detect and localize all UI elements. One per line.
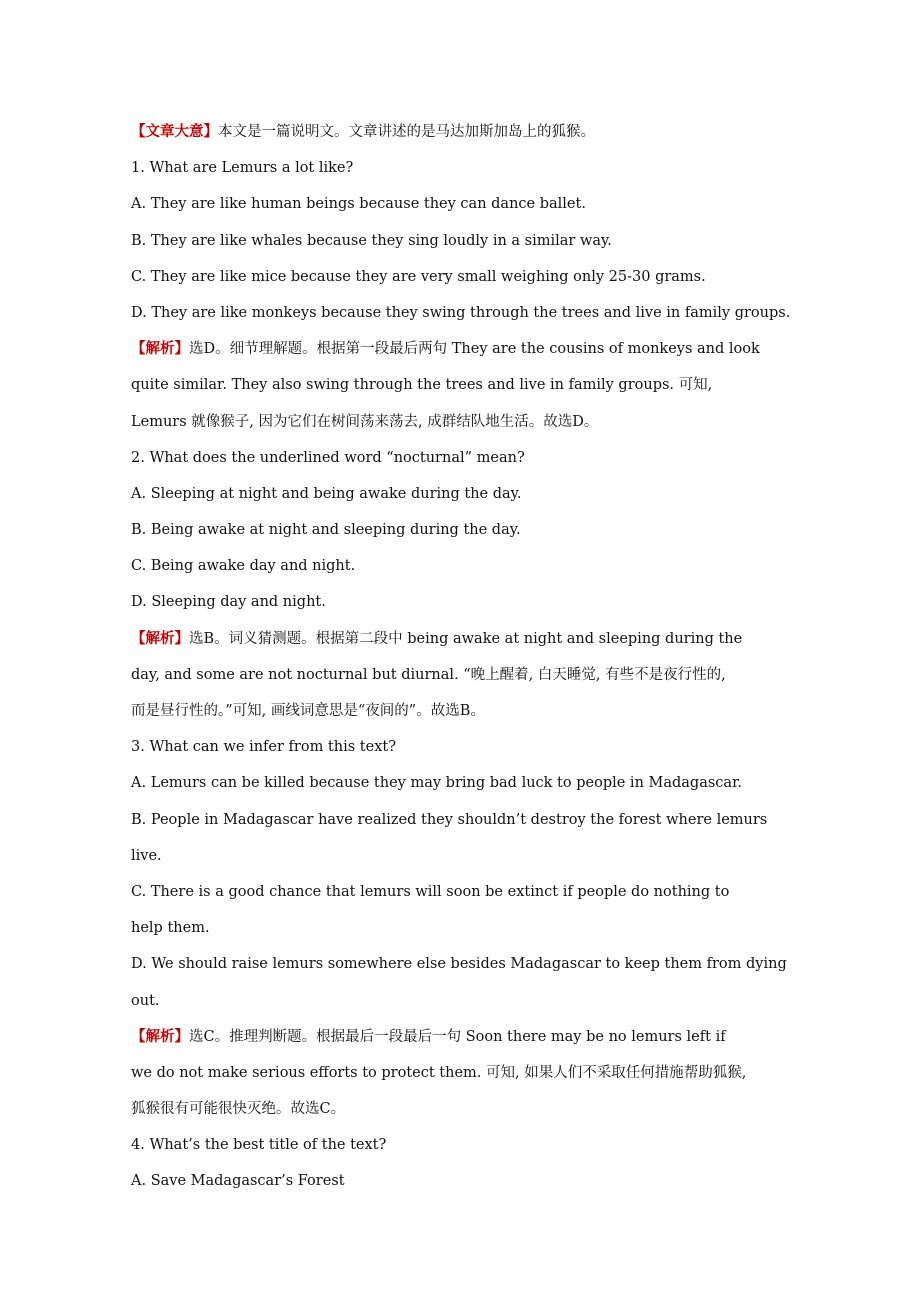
line-text: D. They are like monkeys because they swing through the trees and live in family groups. — [131, 304, 791, 321]
line-text: 本文是一篇说明文。文章讲述的是马达加斯加岛上的狐猴。 — [218, 124, 595, 140]
text-line — [131, 476, 821, 512]
text-line — [131, 367, 821, 403]
text-line — [131, 802, 821, 838]
section-tag: 【解析】 — [131, 340, 189, 358]
line-text: B. Being awake at night and sleeping during the day. — [131, 522, 521, 539]
text-line — [131, 1091, 821, 1127]
line-text: 选C。推理判断题。根据最后一段最后一句 Soon there may be no lemurs left if — [189, 1028, 726, 1045]
line-text: D. We should raise lemurs somewhere else besides Madagascar to keep them from dying — [131, 956, 787, 973]
text-line — [131, 1127, 821, 1163]
line-text: Lemurs 就像猴子, 因为它们在树间荡来荡去, 成群结队地生活。故选D。 — [131, 413, 599, 430]
line-text: D. Sleeping day and night. — [131, 594, 326, 611]
text-line — [131, 657, 821, 693]
text-line — [131, 440, 821, 476]
text-line — [131, 983, 821, 1019]
line-text: 3. What can we infer from this text? — [131, 739, 396, 756]
text-line — [131, 295, 821, 331]
line-text: quite similar. They also swing through the trees and live in family groups. 可知, — [131, 377, 713, 394]
analysis-line — [131, 621, 821, 657]
line-text: 4. What’s the best title of the text? — [131, 1137, 387, 1154]
line-text: A. Save Madagascar’s Forest — [131, 1173, 345, 1190]
text-line — [131, 729, 821, 765]
line-text: A. They are like human beings because they can dance ballet. — [131, 196, 586, 213]
document-body — [131, 114, 821, 1200]
line-text: C. Being awake day and night. — [131, 558, 356, 575]
text-line — [131, 223, 821, 259]
text-line — [131, 404, 821, 440]
text-line — [131, 259, 821, 295]
line-text: 2. What does the underlined word “nocturnal” mean? — [131, 449, 525, 466]
line-text: 1. What are Lemurs a lot like? — [131, 160, 354, 177]
text-line — [131, 765, 821, 801]
line-text: out. — [131, 992, 160, 1009]
analysis-line — [131, 331, 821, 367]
text-line — [131, 186, 821, 222]
line-text: 选B。词义猜测题。根据第二段中 being awake at night and sleeping during the — [189, 630, 743, 647]
line-text: B. They are like whales because they sing loudly in a similar way. — [131, 232, 612, 249]
section-tag: 【文章大意】 — [131, 123, 218, 140]
section-tag: 【解析】 — [131, 629, 189, 647]
text-line — [131, 946, 821, 982]
line-text: live. — [131, 847, 162, 864]
text-line — [131, 838, 821, 874]
text-line — [131, 150, 821, 186]
line-text: B. People in Madagascar have realized they shouldn’t destroy the forest where lemurs — [131, 811, 768, 828]
text-line — [131, 512, 821, 548]
text-line — [131, 874, 821, 910]
line-text: 选D。细节理解题。根据第一段最后两句 They are the cousins of monkeys and look — [189, 341, 760, 358]
line-text: help them. — [131, 920, 210, 937]
text-line — [131, 548, 821, 584]
line-text: A. Lemurs can be killed because they may bring bad luck to people in Madagascar. — [131, 775, 743, 792]
text-line — [131, 584, 821, 620]
text-line — [131, 693, 821, 729]
text-line — [131, 910, 821, 946]
line-text: A. Sleeping at night and being awake during the day. — [131, 485, 522, 502]
line-text: C. There is a good chance that lemurs will soon be extinct if people do nothing to — [131, 883, 730, 900]
section-tag: 【解析】 — [131, 1027, 189, 1045]
text-line — [131, 1163, 821, 1199]
line-text: day, and some are not nocturnal but diurnal. “晚上醒着, 白天睡觉, 有些不是夜行性的, — [131, 666, 726, 683]
line-text: 狐猴很有可能很快灭绝。故选C。 — [131, 1101, 346, 1118]
analysis-line — [131, 1019, 821, 1055]
line-text: 而是昼行性的。”可知, 画线词意思是“夜间的”。故选B。 — [131, 703, 485, 719]
analysis-line — [131, 114, 821, 150]
line-text: we do not make serious efforts to protect them. 可知, 如果人们不采取任何措施帮助狐猴, — [131, 1064, 747, 1081]
line-text: C. They are like mice because they are very small weighing only 25-30 grams. — [131, 268, 706, 285]
text-line — [131, 1055, 821, 1091]
